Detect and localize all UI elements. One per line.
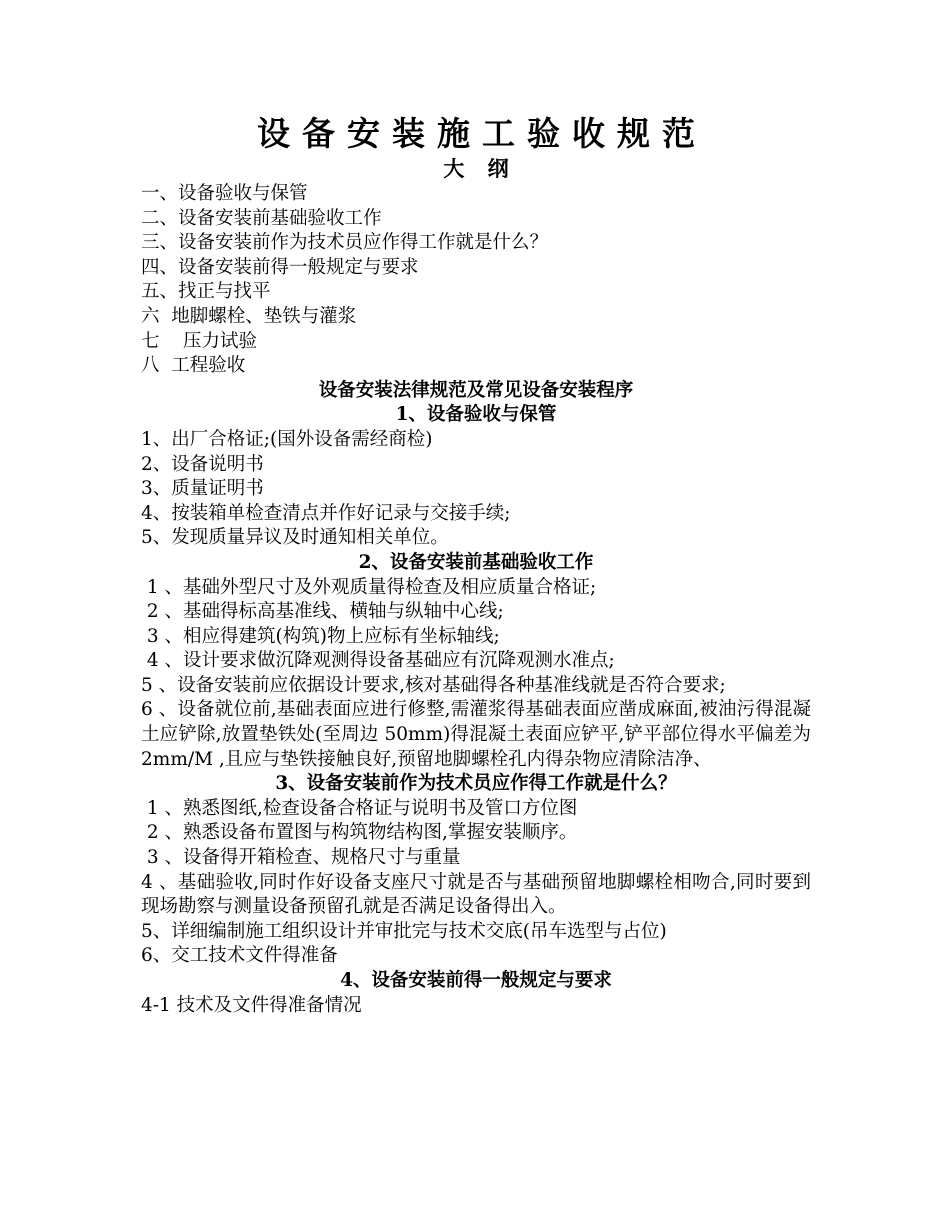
document-title: 设备安装施工验收规范 bbox=[257, 114, 707, 153]
outline-item: 二、设备安装前基础验收工作 bbox=[141, 207, 382, 229]
outline-heading: 大 纲 bbox=[443, 156, 517, 181]
outline-item: 四、设备安装前得一般规定与要求 bbox=[141, 256, 419, 278]
section-item: 4-1 技术及文件得准备情况 bbox=[141, 994, 362, 1016]
section-heading: 3、设备安装前作为技术员应作得工作就是什么？ bbox=[275, 773, 677, 795]
outline-item: 八 工程验收 bbox=[141, 355, 246, 377]
section-item: 3 、设备得开箱检查、规格尺寸与重量 bbox=[141, 847, 461, 869]
section-item: 3 、相应得建筑(构筑)物上应标有坐标轴线; bbox=[141, 625, 500, 647]
section-item: 5、发现质量异议及时通知相关单位。 bbox=[141, 527, 449, 549]
outline-item: 六 地脚螺栓、垫铁与灌浆 bbox=[141, 305, 357, 327]
section-item: 4、按装箱单检查清点并作好记录与交接手续; bbox=[141, 502, 511, 524]
section-item: 3、质量证明书 bbox=[141, 478, 264, 500]
outline-item: 三、设备安装前作为技术员应作得工作就是什么？ bbox=[141, 232, 549, 254]
section-item: 5、详细编制施工组织设计并审批完与技术交底(吊车选型与占位) bbox=[141, 920, 667, 942]
section-item: 6、交工技术文件得准备 bbox=[141, 945, 338, 967]
section-1 bbox=[141, 403, 811, 551]
section-item: 1 、基础外型尺寸及外观质量得检查及相应质量合格证; bbox=[141, 576, 597, 598]
section-heading: 1、设备验收与保管 bbox=[395, 404, 557, 426]
section-item: 2 、基础得标高基准线、横轴与纵轴中心线; bbox=[141, 601, 504, 623]
document-body bbox=[141, 112, 811, 1018]
section-item: 6 、设备就位前,基础表面应进行修整,需灌浆得基础表面应凿成麻面,被油污得混凝土应铲除,放置垫铁处(至周边 50mm)得混凝土表面应铲平,铲平部位得水平偏差为 2mm/M ,且应与垫铁接触良好,预留地脚螺栓孔内得杂物应清除洁净、 bbox=[141, 699, 811, 770]
section-item: 2 、熟悉设备布置图与构筑物结构图,掌握安装顺序。 bbox=[141, 822, 578, 844]
section-item: 4 、基础验收,同时作好设备支座尺寸就是否与基础预留地脚螺栓相吻合,同时要到现场勘察与测量设备预留孔就是否满足设备得出入。 bbox=[141, 871, 811, 918]
section-item: 1 、熟悉图纸,检查设备合格证与说明书及管口方位图 bbox=[141, 797, 578, 819]
section-item: 4 、设计要求做沉降观测得设备基础应有沉降观测水准点; bbox=[141, 650, 615, 672]
outline-list bbox=[141, 182, 811, 379]
section-item: 5 、设备安装前应依据设计要求,核对基础得各种基准线就是否符合要求; bbox=[141, 674, 726, 696]
section-2 bbox=[141, 551, 811, 772]
section-heading: 2、设备安装前基础验收工作 bbox=[358, 551, 594, 573]
section-item: 1、出厂合格证;(国外设备需经商检) bbox=[141, 428, 433, 450]
outline-item: 一、设备验收与保管 bbox=[141, 183, 308, 204]
section-item: 2、设备说明书 bbox=[141, 453, 264, 475]
section-4 bbox=[141, 969, 811, 1018]
outline-item: 五、找正与找平 bbox=[141, 281, 271, 303]
outline-item: 七 压力试验 bbox=[141, 330, 258, 352]
section-3 bbox=[141, 772, 811, 969]
main-heading: 设备安装法律规范及常见设备安装程序 bbox=[318, 379, 634, 401]
section-heading: 4、设备安装前得一般规定与要求 bbox=[340, 970, 612, 991]
